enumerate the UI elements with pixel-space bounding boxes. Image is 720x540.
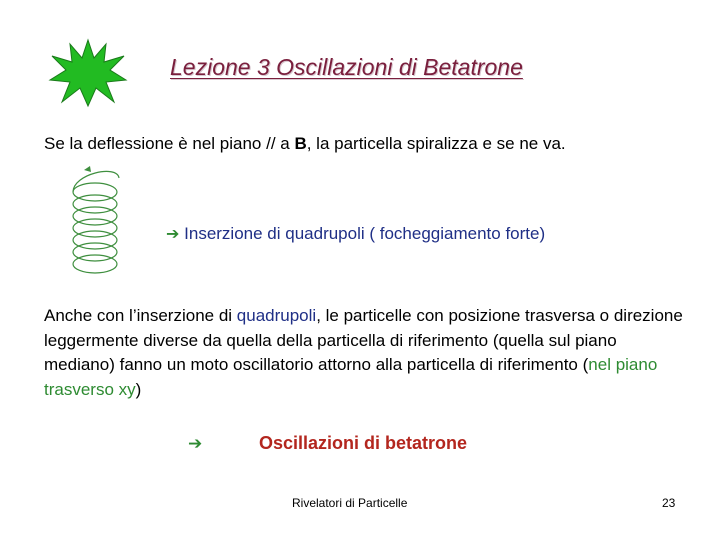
body-paragraph (44, 304, 684, 402)
intro-text-after: , la particella spiralizza e se ne va. (306, 134, 566, 153)
para-text-2: , le particelle con posizione trasversa o direzione leggermente diverse da quella della particella di riferimento (quella sul piano mediano) fanno un moto oscillatorio attorno alla particella di riferimento ( (44, 306, 683, 374)
intro-sentence (44, 134, 566, 154)
starburst-icon (48, 38, 128, 108)
para-text-3: ) (135, 379, 142, 399)
right-arrow-icon: ➔ (188, 434, 203, 453)
insertion-line (166, 224, 545, 244)
right-arrow-icon: ➔ (166, 226, 180, 243)
para-quadrupoli: quadrupoli (236, 306, 317, 325)
intro-text-before: Se la deflessione è nel piano // a (44, 134, 295, 153)
footer-text: Rivelatori di Particelle (292, 496, 408, 510)
insertion-text: Inserzione di quadrupoli ( focheggiamento forte) (184, 224, 546, 243)
slide-title: Lezione 3 Oscillazioni di Betatrone (170, 54, 523, 80)
page-number: 23 (662, 496, 676, 510)
conclusion-text: Oscillazioni di betatrone (259, 433, 468, 453)
para-text-1: Anche con l’inserzione di (44, 306, 237, 325)
spiral-icon (64, 162, 126, 290)
para-transverse-plane: nel piano trasverso xy (44, 355, 658, 399)
intro-bold-symbol: B (294, 134, 307, 153)
